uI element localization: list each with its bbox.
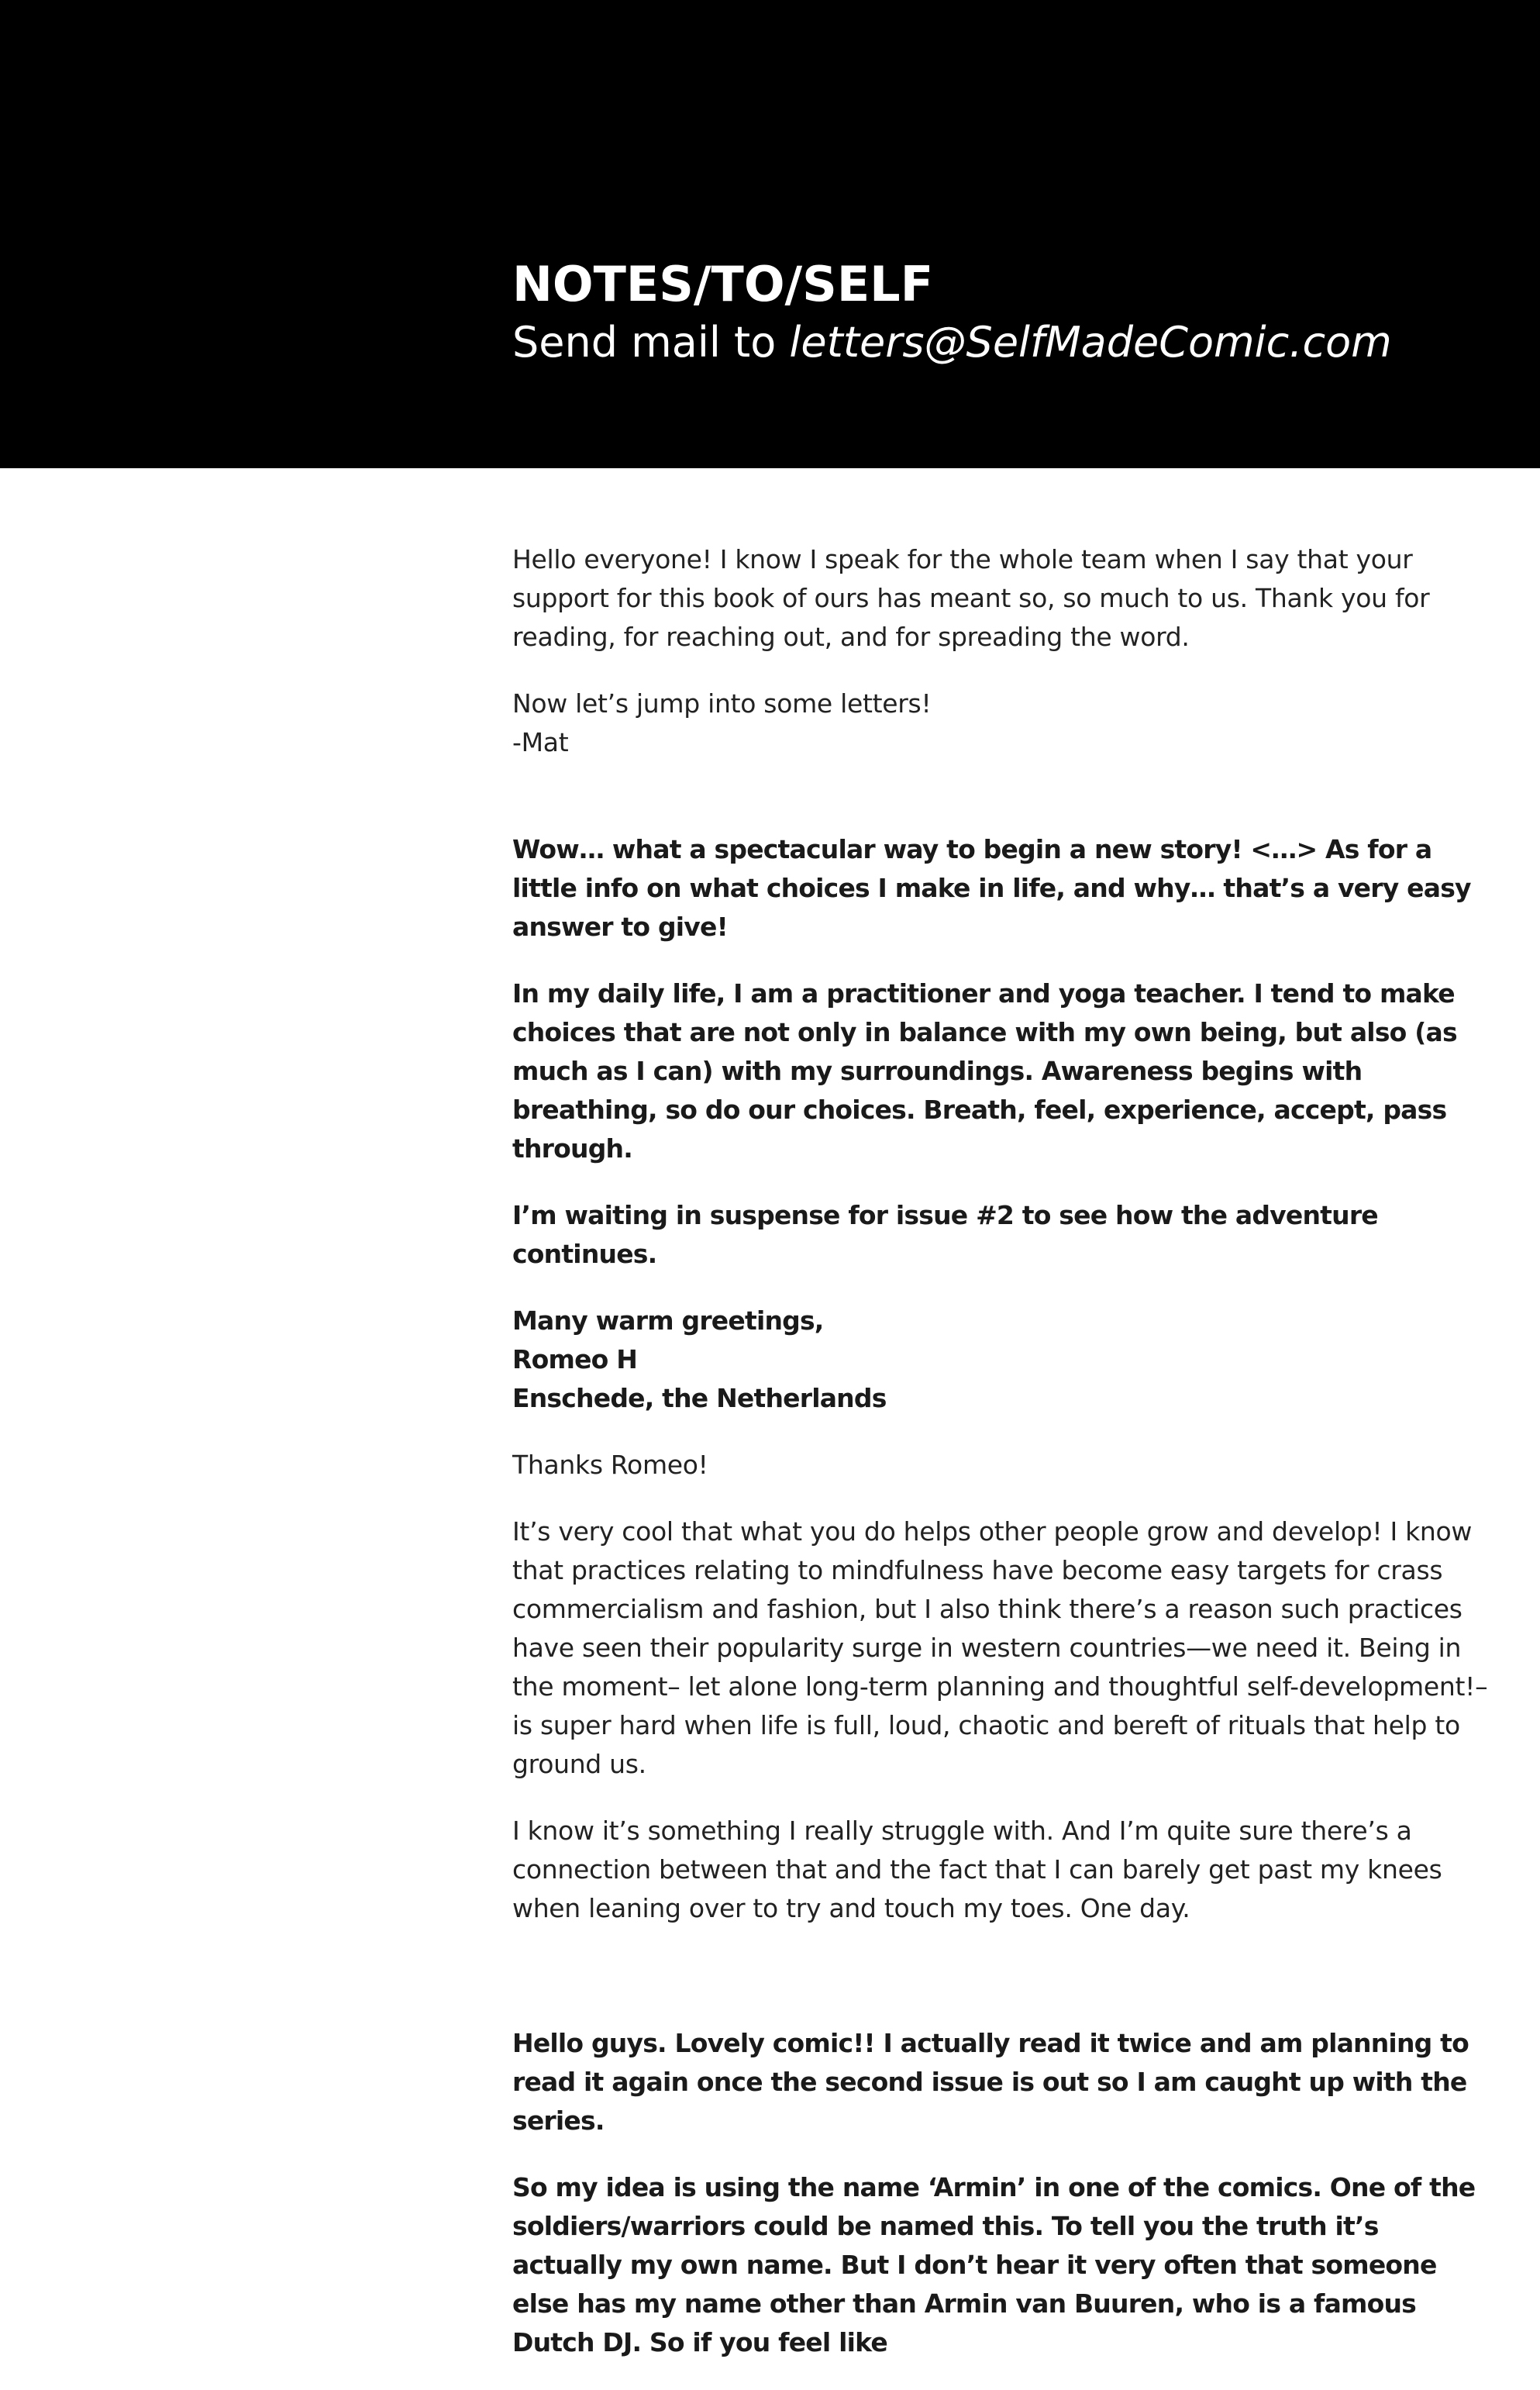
letter-paragraph: Hello guys. Lovely comic!! I actually read it twice and am planning to read it again once the second issue is out so I am caught up with the series. xyxy=(512,2028,1469,2136)
page-subtitle xyxy=(512,319,1392,365)
page-header xyxy=(0,0,1540,468)
letter-signature xyxy=(512,1302,1489,1418)
letter-paragraph: I’m waiting in suspense for issue #2 to see how the adventure continues. xyxy=(512,1200,1378,1269)
subtitle-prefix: Send mail to xyxy=(512,318,790,367)
intro-line: Now let’s jump into some letters! xyxy=(512,688,932,719)
intro-signature: -Mat xyxy=(512,727,569,757)
letter-author: Romeo H xyxy=(512,1344,638,1374)
letter-location: Enschede, the Netherlands xyxy=(512,1383,887,1413)
reply-paragraph: It’s very cool that what you do helps other people grow and develop! I know that practices relating to mindfulness have become easy targets for crass commercialism and fashion, but I also think there’s a reason such practices have seen their popularity surge in western countries—we need it. Being in the moment– let alone long-term planning and thoughtful self-development!– is super hard when life is full, loud, chaotic and bereft of rituals that help to ground us. xyxy=(512,1516,1488,1779)
intro-paragraph: Hello everyone! I know I speak for the whole team when I say that your support for this book of ours has meant so, so much to us. Thank you for reading, for reaching out, and for spreading the word. xyxy=(512,544,1430,652)
intro-signoff xyxy=(512,685,1489,762)
letter-signoff: Many warm greetings, xyxy=(512,1305,824,1336)
email-address: letters@SelfMadeComic.com xyxy=(789,318,1392,367)
letters-column xyxy=(512,540,1489,2390)
page-title: NOTES/TO/SELF xyxy=(512,256,934,312)
letter-paragraph: In my daily life, I am a practitioner and yoga teacher. I tend to make choices that are not only in balance with my own being, but also (as much as I can) with my surroundings. Awareness begins with breathing, so do our choices. Breath, feel, experience, accept, pass through. xyxy=(512,978,1457,1164)
reply-paragraph: I know it’s something I really struggle with. And I’m quite sure there’s a connection between that and the fact that I can barely get past my knees when leaning over to try and touch my toes. One day. xyxy=(512,1816,1442,1923)
letter-paragraph: So my idea is using the name ‘Armin’ in one of the comics. One of the soldiers/warriors could be named this. To tell you the truth it’s actually my own name. But I don’t hear it very often that someone else has my name other than Armin van Buuren, who is a famous Dutch DJ. So if you feel like xyxy=(512,2172,1476,2357)
letter-paragraph: Wow… what a spectacular way to begin a new story! <…> As for a little info on what choices I make in life, and why… that’s a very easy answer to give! xyxy=(512,834,1471,942)
reply-paragraph: Thanks Romeo! xyxy=(512,1450,708,1480)
